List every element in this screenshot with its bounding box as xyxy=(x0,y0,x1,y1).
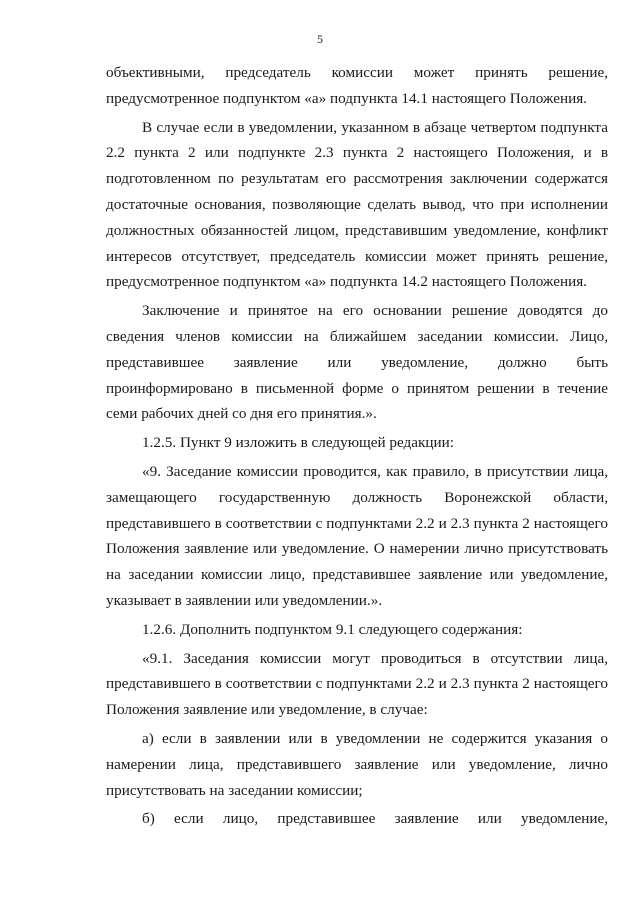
document-body xyxy=(106,60,608,832)
paragraph-point-9: «9. Заседание комиссии проводится, как правило, в присутствии лица, замещающего государственную должность Воронежской области, представившего в соответствии с подпунктами 2.2 и 2.3 пункта 2 настоящего Положения заявление или уведомление. О намерении лично присутствовать на заседании комиссии лицо, представившее заявление или уведомление, указывает в заявлении или уведомлении.». xyxy=(106,462,608,609)
paragraph-item-1-2-6: 1.2.6. Дополнить подпунктом 9.1 следующего содержания: xyxy=(142,620,523,638)
paragraph-point-9-1: «9.1. Заседания комиссии могут проводиться в отсутствии лица, представившего в соответствии с подпунктами 2.2 и 2.3 пункта 2 настоящего Положения заявление или уведомление, в случае: xyxy=(106,649,608,719)
paragraph-conclusion: Заключение и принятое на его основании решение доводятся до сведения членов комиссии на ближайшем заседании комиссии. Лицо, представившее заявление или уведомление, должно быть проинформировано в письменной форме о принятом решении в течение семи рабочих дней со дня его принятия.». xyxy=(106,302,608,423)
paragraph-subitem-a: а) если в заявлении или в уведомлении не содержится указания о намерении лица, представившего заявление или уведомление, лично присутствовать на заседании комиссии; xyxy=(106,729,608,799)
page-number: 5 xyxy=(317,32,323,46)
paragraph-continuation: объективными, председатель комиссии может принять решение, предусмотренное подпунктом «а» подпункта 14.1 настоящего Положения. xyxy=(106,64,608,107)
paragraph-subitem-b: б) если лицо, представившее заявление или уведомление, xyxy=(142,810,608,828)
paragraph-notification-case: В случае если в уведомлении, указанном в абзаце четвертом подпункта 2.2 пункта 2 или подпункте 2.3 пункта 2 настоящего Положения, и в подготовленном по результатам его рассмотрения заключении содержатся достаточные основания, позволяющие сделать вывод, что при исполнении должностных обязанностей лицом, представившим уведомление, конфликт интересов отсутствует, председатель комиссии может принять решение, предусмотренное подпунктом «а» подпункта 14.2 настоящего Положения. xyxy=(106,118,608,291)
paragraph-item-1-2-5: 1.2.5. Пункт 9 изложить в следующей редакции: xyxy=(142,434,455,452)
